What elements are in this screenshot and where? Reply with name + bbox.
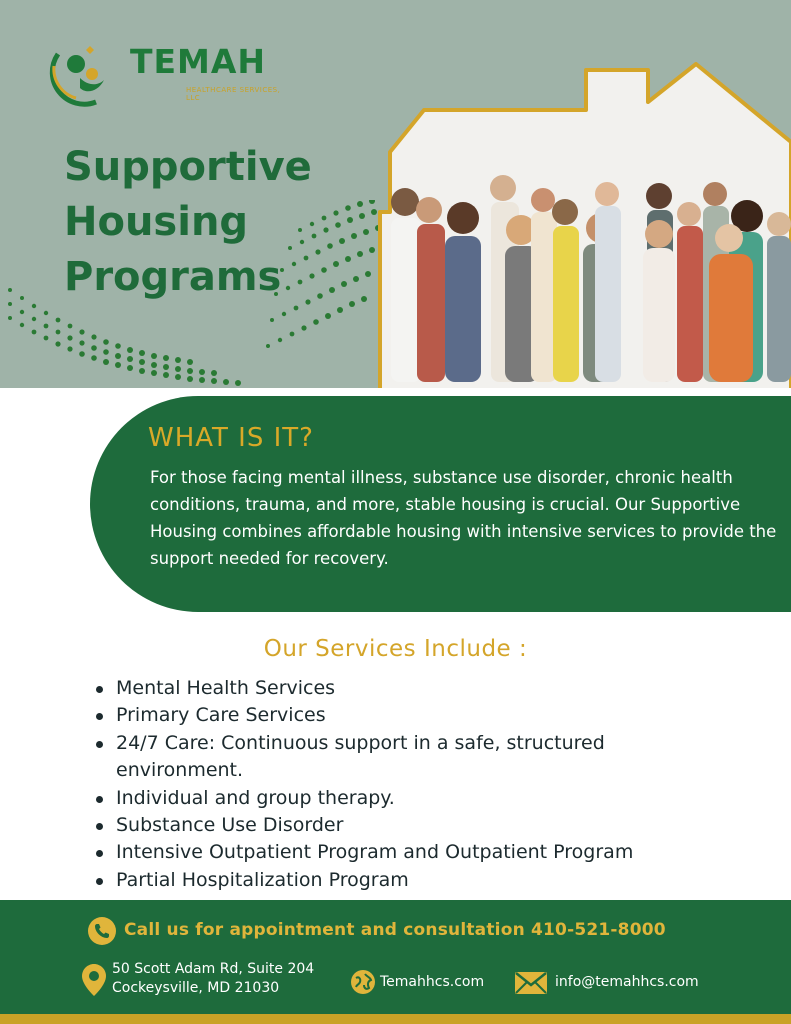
website-link[interactable]: Temahhcs.com	[380, 974, 485, 990]
brand-name: TEMAH	[130, 42, 267, 81]
bullet-icon	[96, 878, 103, 885]
address	[112, 960, 314, 998]
temah-logo	[46, 36, 286, 106]
service-label: Primary Care Services	[116, 704, 326, 727]
person-3	[445, 202, 481, 382]
person-9	[595, 182, 621, 382]
footer-accent-strip	[0, 1014, 791, 1024]
service-item	[96, 839, 736, 866]
service-label: 24/7 Care: Continuous support in a safe, structured environment.	[116, 731, 605, 782]
person-1	[391, 188, 421, 382]
service-item	[96, 675, 736, 702]
bullet-icon	[96, 713, 103, 720]
service-item	[96, 812, 736, 839]
group-photo	[383, 172, 791, 382]
contact-footer	[0, 900, 791, 1024]
bullet-icon	[96, 741, 103, 748]
address-line-2: Cockeysville, MD 21030	[112, 980, 280, 996]
service-label: Individual and group therapy.	[116, 786, 395, 809]
address-line-1: 50 Scott Adam Rd, Suite 204	[112, 961, 315, 977]
mail-icon	[514, 971, 548, 995]
globe-icon	[350, 969, 376, 995]
logo-mark-icon	[46, 36, 120, 110]
bullet-icon	[96, 686, 103, 693]
bullet-icon	[96, 850, 103, 857]
service-item	[96, 785, 736, 812]
service-item	[96, 867, 736, 894]
services-heading: Our Services Include :	[263, 636, 528, 662]
service-item	[96, 730, 736, 785]
phone-icon[interactable]	[88, 917, 116, 945]
service-item	[96, 702, 736, 729]
bullet-icon	[96, 796, 103, 803]
call-to-action[interactable]: Call us for appointment and consultation 410-521-8000	[124, 920, 666, 940]
service-label: Substance Use Disorder	[116, 814, 344, 837]
service-label: Partial Hospitalization Program	[116, 868, 409, 891]
services-list	[96, 675, 736, 894]
map-pin-icon	[82, 964, 106, 996]
page-title: Supportive Housing Programs	[64, 144, 312, 300]
email-link[interactable]: info@temahhcs.com	[555, 974, 699, 990]
hero-banner	[0, 0, 791, 388]
what-is-it-body: For those facing mental illness, substance use disorder, chronic health conditions, trauma, and more, stable housing is crucial. Our Supportive Housing combines affordable housing with intensive services to provide the support needed for recovery.	[150, 468, 777, 568]
service-label: Intensive Outpatient Program and Outpatient Program	[116, 841, 634, 864]
bullet-icon	[96, 823, 103, 830]
brand-tagline: HEALTHCARE SERVICES, LLC	[186, 86, 281, 102]
what-is-it-heading: WHAT IS IT?	[148, 423, 314, 453]
person-16	[767, 212, 791, 382]
what-is-it-section	[90, 396, 791, 612]
service-label: Mental Health Services	[116, 677, 336, 699]
person-12	[677, 202, 703, 382]
